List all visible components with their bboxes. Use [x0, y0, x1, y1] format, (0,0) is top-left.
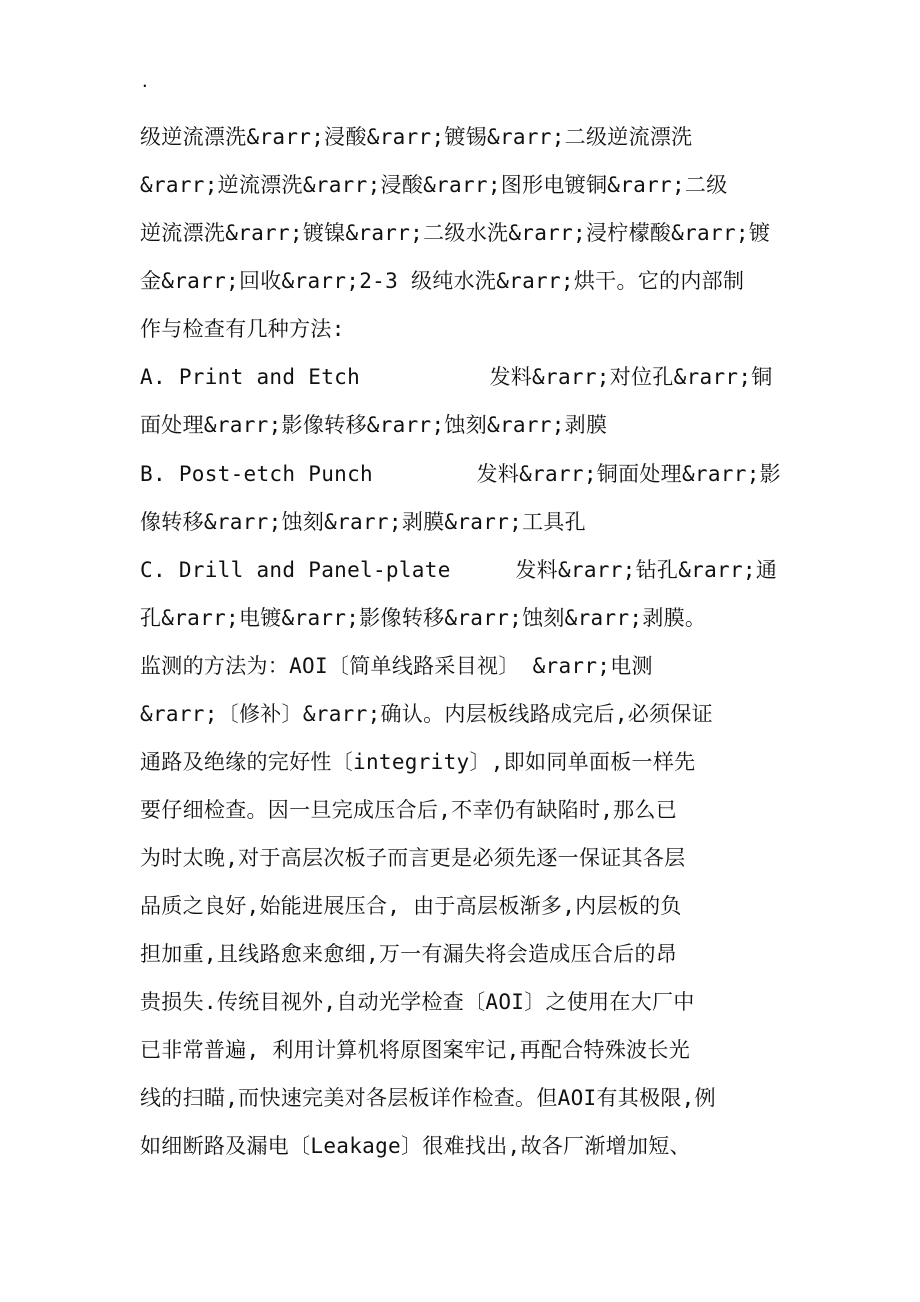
text-line-3: 逆流漂洗&rarr;镀镍&rarr;二级水洗&rarr;浸柠檬酸&rarr;镀 [140, 221, 771, 245]
text-line-17: 品质之良好,始能进展压合, 由于高层板渐多,内层板的负 [140, 894, 682, 918]
text-line-19: 贵损失.传统目视外,自动光学检查〔AOI〕之使用在大厂中 [140, 990, 695, 1014]
text-line-11: 孔&rarr;电镀&rarr;影像转移&rarr;蚀刻&rarr;剥膜。 [140, 606, 707, 630]
text-line-6: A. Print and Etch 发料&rarr;对位孔&rarr;铜 [140, 365, 773, 389]
text-line-18: 担加重,且线路愈来愈细,万一有漏失将会造成压合后的昂 [140, 942, 678, 966]
text-line-2: &rarr;逆流漂洗&rarr;浸酸&rarr;图形电镀铜&rarr;二级 [140, 173, 728, 197]
text-line-21: 线的扫瞄,而快速完美对各层板详作检查。但AOI有其极限,例 [140, 1086, 716, 1110]
text-line-16: 为时太晚,对于高层次板子而言更是必须先逐一保证其各层 [140, 846, 686, 870]
text-line-14: 通路及绝缘的完好性〔integrity〕,即如同单面板一样先 [140, 750, 696, 774]
text-line-9: 像转移&rarr;蚀刻&rarr;剥膜&rarr;工具孔 [140, 510, 586, 534]
header-mark: . [140, 72, 150, 91]
text-line-12: 监测的方法为：AOI〔简单线路采目视〕 &rarr;电测 [140, 654, 653, 678]
text-line-8: B. Post-etch Punch 发料&rarr;铜面处理&rarr;影 [140, 462, 781, 486]
text-line-4: 金&rarr;回收&rarr;2-3 级纯水洗&rarr;烘干。它的内部制 [140, 269, 745, 293]
text-line-7: 面处理&rarr;影像转移&rarr;蚀刻&rarr;剥膜 [140, 413, 608, 437]
text-line-10: C. Drill and Panel-plate 发料&rarr;钻孔&rarr;通 [140, 558, 778, 582]
text-line-15: 要仔细检查。因一旦完成压合后,不幸仍有缺陷时,那么已 [140, 798, 678, 822]
text-line-5: 作与检查有几种方法: [140, 317, 345, 341]
text-line-1: 级逆流漂洗&rarr;浸酸&rarr;镀锡&rarr;二级逆流漂洗 [140, 125, 693, 149]
text-line-13: &rarr;〔修补〕&rarr;确认。内层板线路成完后,必须保证 [140, 702, 713, 726]
text-line-22: 如细断路及漏电〔Leakage〕很难找出,故各厂渐增加短、 [140, 1134, 691, 1158]
text-line-20: 已非常普遍, 利用计算机将原图案牢记,再配合特殊波长光 [140, 1038, 691, 1062]
